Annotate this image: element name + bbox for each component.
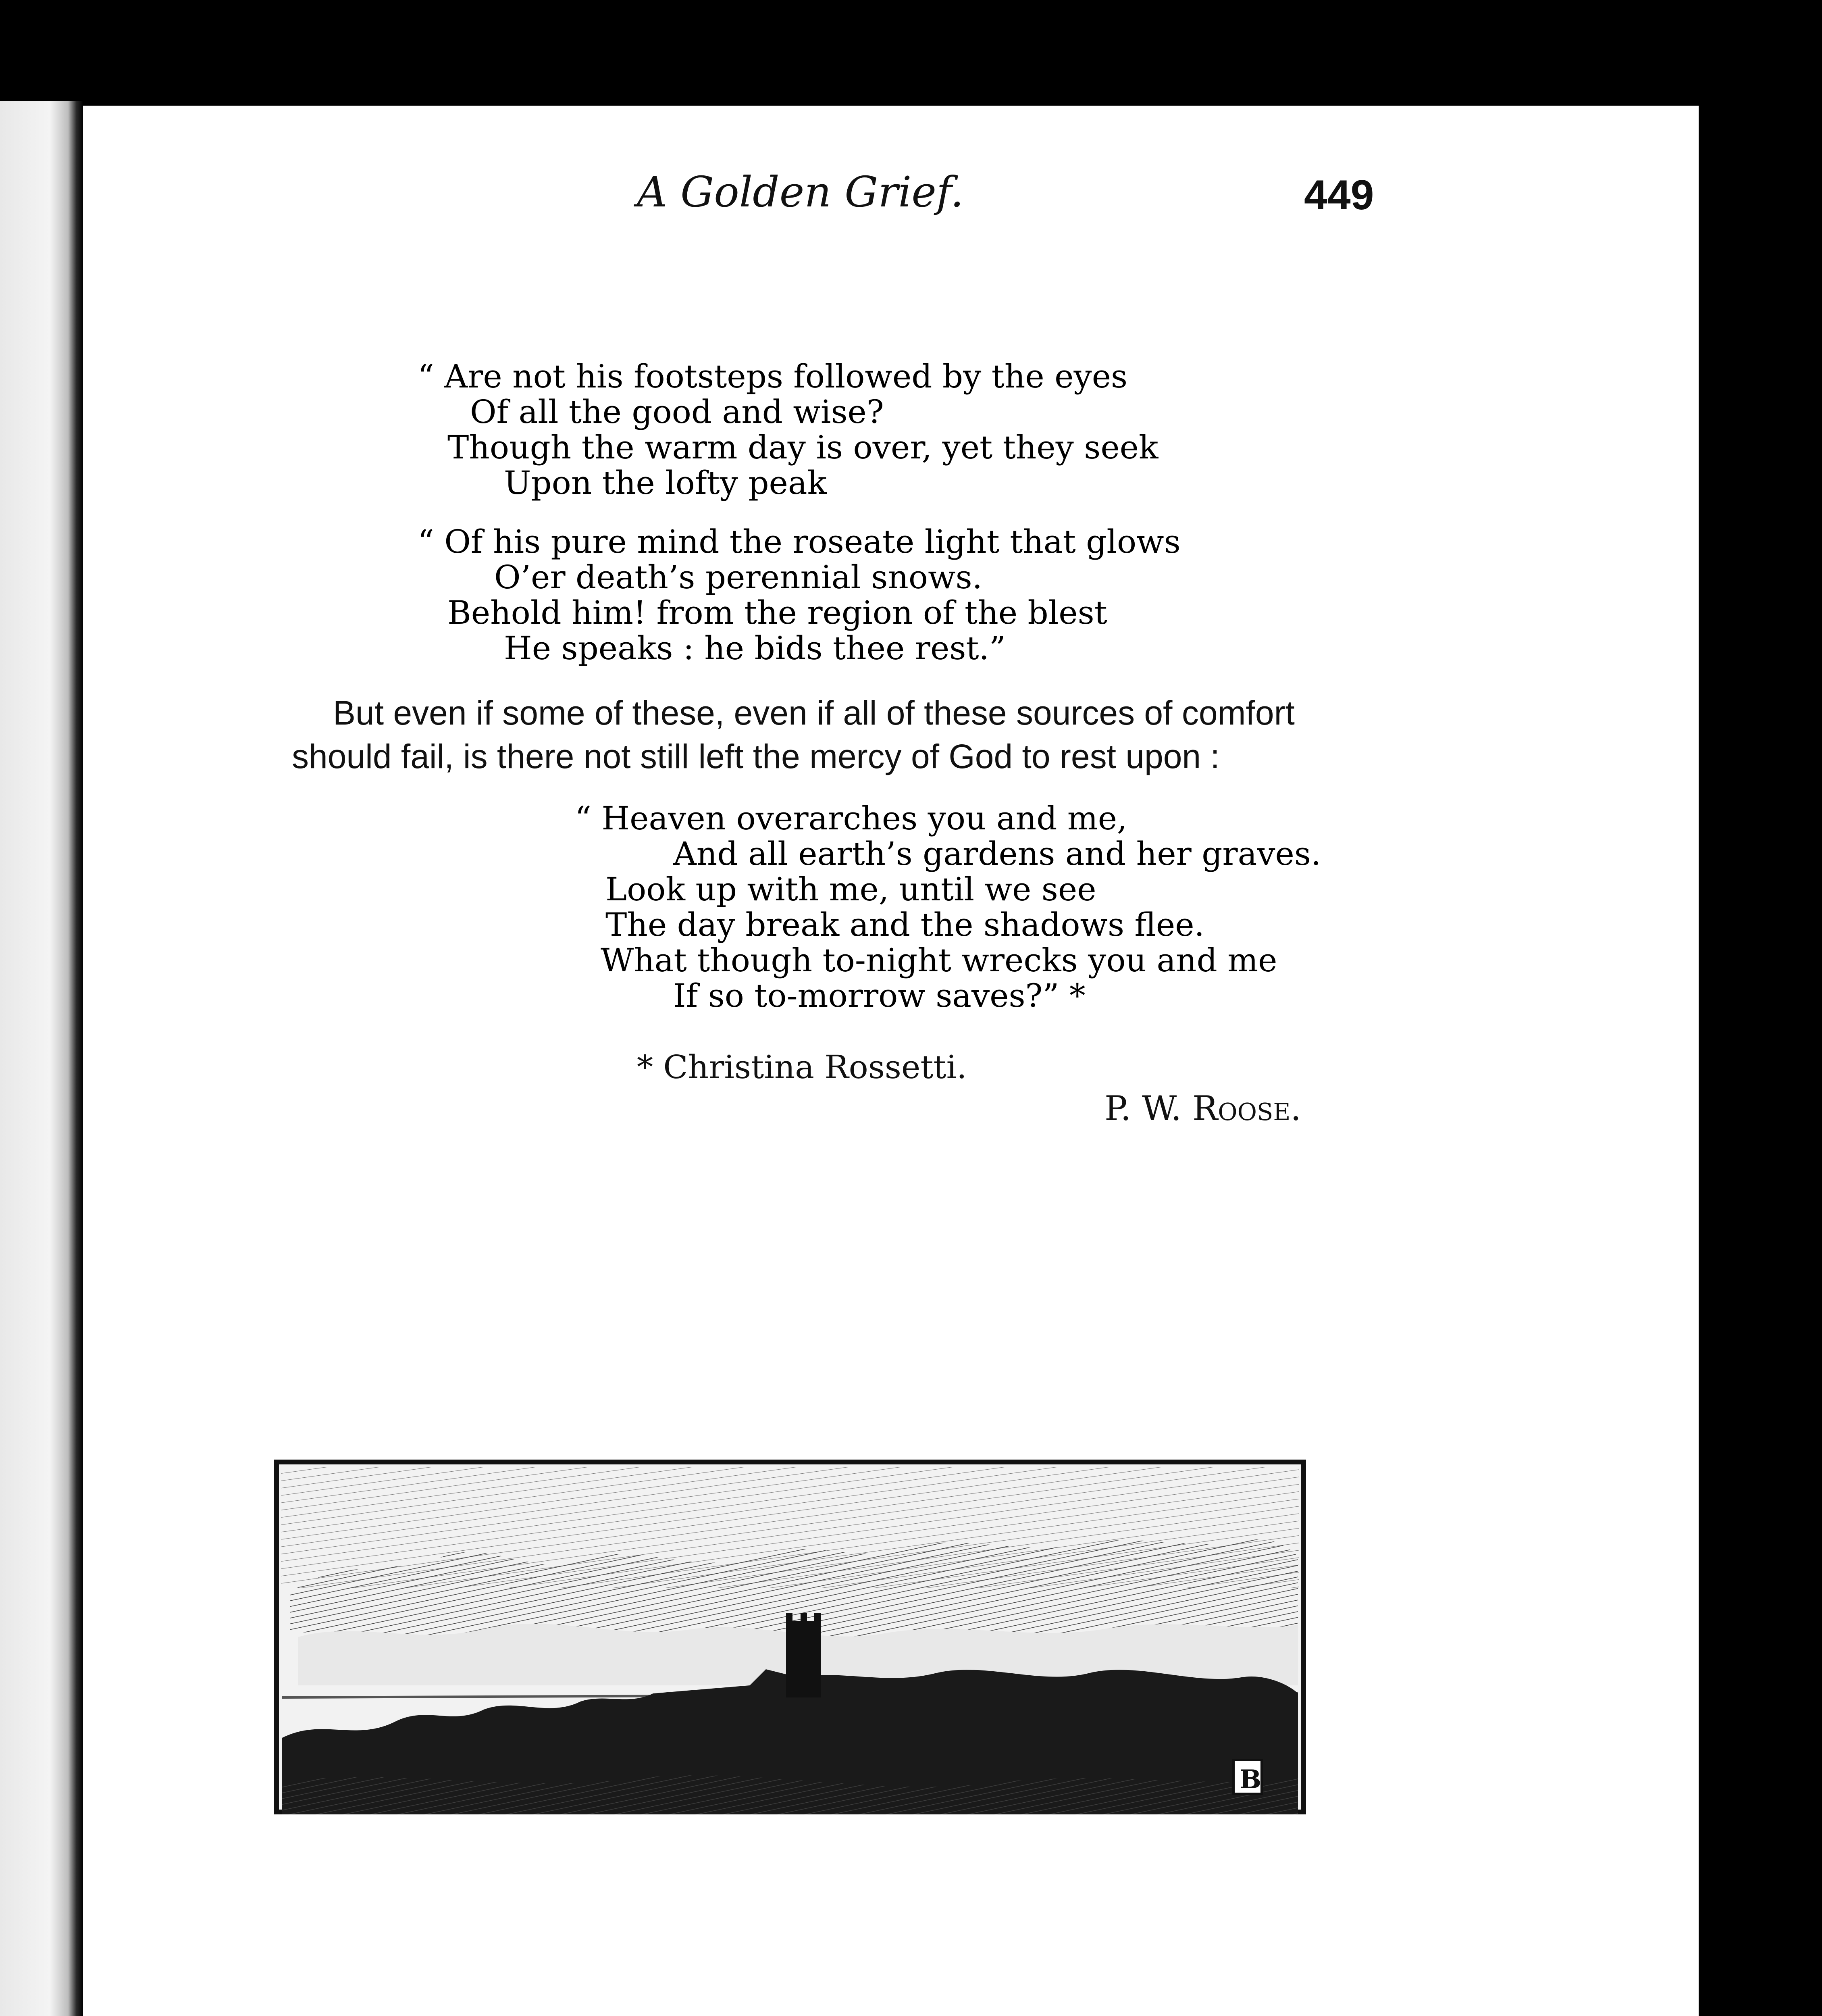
artist-monogram: B [1240, 1764, 1262, 1795]
page-number: 449 [1304, 172, 1374, 219]
verse-line: Though the warm day is over, yet they seek [447, 429, 1159, 466]
footnote: * Christina Rossetti. [637, 1048, 967, 1086]
verse-line: Upon the lofty peak [504, 464, 827, 502]
verse-line: What though to-night wrecks you and me [601, 941, 1277, 979]
verse-line: Look up with me, until we see [605, 871, 1096, 908]
verse-line: The day break and the shadows flee. [605, 906, 1204, 943]
verse-line: “ Of his pure mind the roseate light that glows [418, 523, 1181, 560]
verse-line: Of all the good and wise? [470, 393, 884, 431]
church-tower [786, 1621, 821, 1697]
running-title: A Golden Grief. [637, 167, 964, 217]
prose-line: But even if some of these, even if all of these sources of comfort [333, 694, 1295, 732]
landscape-illustration [274, 1460, 1306, 1814]
verse-line: “ Heaven overarches you and me, [575, 800, 1127, 837]
prose-line: should fail, is there not still left the mercy of God to rest upon : [292, 737, 1220, 775]
verse-line: He speaks : he bids thee rest.” [504, 629, 1006, 667]
foreground-hatching [282, 1775, 1298, 1814]
verse-line: O’er death’s perennial snows. [494, 558, 983, 596]
verse-line: If so to-morrow saves?” * [673, 977, 1086, 1014]
verse-line: “ Are not his footsteps followed by the eyes [418, 358, 1128, 395]
verse-line: And all earth’s gardens and her graves. [673, 835, 1321, 873]
verse-line: Behold him! from the region of the blest [447, 594, 1107, 631]
author-signature: P. W. Roose. [1104, 1089, 1302, 1128]
book-spine-edge [0, 101, 83, 2016]
